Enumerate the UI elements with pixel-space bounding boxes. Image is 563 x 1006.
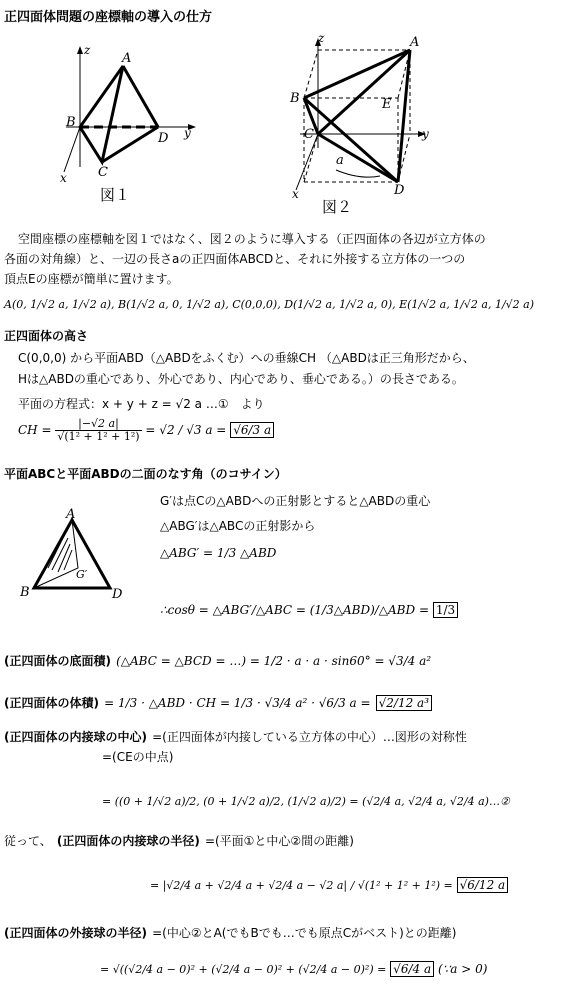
ch-result: √6/3 a — [230, 422, 274, 438]
fig1-A-label: A — [122, 51, 132, 66]
circumscribed-radius-formula-row — [100, 962, 487, 976]
base-area-row — [4, 650, 431, 669]
fig2-z-label: z — [318, 31, 325, 45]
ch-fraction — [55, 418, 141, 443]
page-title: 正四面体問題の座標軸の導入の仕方 — [4, 10, 213, 25]
figure-1-caption: 図１ — [100, 186, 131, 204]
figure-2-caption: 図２ — [322, 198, 353, 216]
tri-B-label: B — [20, 585, 30, 600]
fig1-B-label: B — [66, 115, 76, 130]
inscribed-radius-formula: = |√2/4 a + √2/4 a + √2/4 a − √2 a| / √(1² + 1² + 1²) = — [150, 879, 453, 892]
fig2-y-label: y — [422, 127, 429, 141]
plane-equation: 平面の方程式：x + y + z = √2 a …① より — [18, 397, 265, 411]
circumscribed-radius-result: √6/4 a — [390, 961, 434, 977]
cos-text: ∴cosθ = △ABG′/△ABC = (1/3△ABD)/△ABD = — [160, 603, 429, 617]
tri-G-label: G′ — [76, 568, 88, 581]
height-line-2: Hは△ABDの重心であり、外心であり、内心であり、垂心である。）の長さである。 — [18, 372, 464, 386]
dihedral-line-3: △ABG′ = 1/3 △ABD — [160, 546, 277, 560]
fig2-D-label: D — [394, 183, 405, 198]
fig1-D-label: D — [158, 131, 169, 146]
inscribed-radius-row — [4, 830, 354, 849]
inscribed-radius-result: √6/12 a — [457, 877, 509, 893]
intro-line-1: 空間座標の座標軸を図１ではなく、図２のように導入する（正四面体の各辺が立方体の — [18, 232, 486, 246]
dihedral-line-1: G′は点Cの△ABDへの正射影とすると△ABDの重心 — [160, 494, 431, 508]
fig2-a-label: a — [336, 153, 344, 168]
dihedral-heading: 平面ABCと平面ABDの二面のなす角（のコサイン） — [4, 467, 287, 481]
volume-label: (正四面体の体積) — [4, 696, 99, 710]
inscribed-center-line-2: =(CEの中点) — [102, 750, 174, 764]
x-axis — [64, 127, 80, 172]
fig2-A-label: A — [410, 35, 420, 50]
circumscribed-radius-condition: (∵a > 0) — [437, 962, 488, 976]
fig2-B-label: B — [290, 91, 300, 106]
inscribed-center-text: =(正四面体が内接している立方体の中心）…図形の対称性 — [152, 730, 467, 744]
cos-formula — [160, 603, 458, 617]
dihedral-line-2: △ABG′は△ABCの正射影から — [160, 519, 316, 533]
fig1-y-label: y — [184, 126, 191, 140]
fig2-x-label: x — [292, 187, 299, 201]
circumscribed-radius-text: =(中心②とA(でもBでも…でも原点Cがベスト)との距離) — [152, 926, 457, 940]
tri-A-label: A — [66, 508, 76, 522]
ch-denominator: √(1² + 1² + 1²) — [57, 430, 140, 443]
intro-line-3: 頂点Eの座標が簡単に置けます。 — [4, 272, 179, 286]
volume-formula: = 1/3 · △ABD · CH = 1/3 · √3/4 a² · √6/3 a = — [104, 696, 371, 710]
inscribed-center-formula: = ((0 + 1/√2 a)/2, (0 + 1/√2 a)/2, (1/√2 a)/2) = (√2/4 a, √2/4 a, √2/4 a)…② — [102, 795, 510, 808]
inscribed-center-row — [4, 726, 467, 745]
fig2-E-label: E — [382, 97, 392, 112]
height-line-1: C(0,0,0) から平面ABD（△ABDをふくむ）への垂線CH （△ABDは正三角形だから、 — [18, 351, 475, 365]
inscribed-radius-text: =(平面①と中心②間の距離) — [204, 834, 354, 848]
cos-result: 1/3 — [433, 602, 458, 618]
tetra-front — [80, 66, 123, 162]
triangle-figure — [18, 508, 138, 603]
figure-2 — [280, 30, 440, 202]
height-heading: 正四面体の高さ — [4, 329, 89, 343]
circumscribed-radius-row — [4, 922, 456, 941]
ch-numerator: |−√2 a| — [55, 418, 141, 431]
inscribed-center-label: (正四面体の内接球の中心) — [4, 730, 147, 744]
vertex-coordinates: A(0, 1/√2 a, 1/√2 a), B(1/√2 a, 0, 1/√2 a), C(0,0,0), D(1/√2 a, 1/√2 a, 0), E(1/√2 a, 1/√2 a, 1/√2 a) — [4, 298, 535, 311]
fig1-z-label: z — [84, 43, 91, 57]
inscribed-radius-formula-row — [150, 878, 508, 892]
base-area-label: (正四面体の底面積) — [4, 654, 111, 668]
circumscribed-radius-label: (正四面体の外接球の半径) — [4, 926, 147, 940]
volume-result: √2/12 a³ — [376, 695, 432, 711]
figure-1 — [58, 42, 218, 202]
tri-D-label: D — [112, 587, 123, 602]
inscribed-radius-label: (正四面体の内接球の半径) — [56, 834, 200, 848]
base-area-formula: (△ABC = △BCD = …) = 1/2 · a · a · sin60° = √3/4 a² — [116, 654, 432, 668]
intro-line-2: 各面の対角線）と、一辺の長さaの正四面体ABCDと、それに外接する立方体の一つの — [4, 252, 466, 266]
inscribed-radius-prefix: 従って、 — [4, 834, 52, 848]
ch-middle: = √2 / √3 a = — [145, 423, 227, 437]
volume-row — [4, 692, 432, 711]
circumscribed-radius-formula: = √((√2/4 a − 0)² + (√2/4 a − 0)² + (√2/4 a − 0)²) = — [100, 963, 387, 976]
fig1-C-label: C — [98, 165, 108, 180]
ch-formula — [18, 418, 274, 443]
fig1-x-label: x — [60, 171, 67, 185]
ch-lhs: CH = — [18, 423, 52, 437]
fig2-C-label: C — [304, 127, 314, 142]
